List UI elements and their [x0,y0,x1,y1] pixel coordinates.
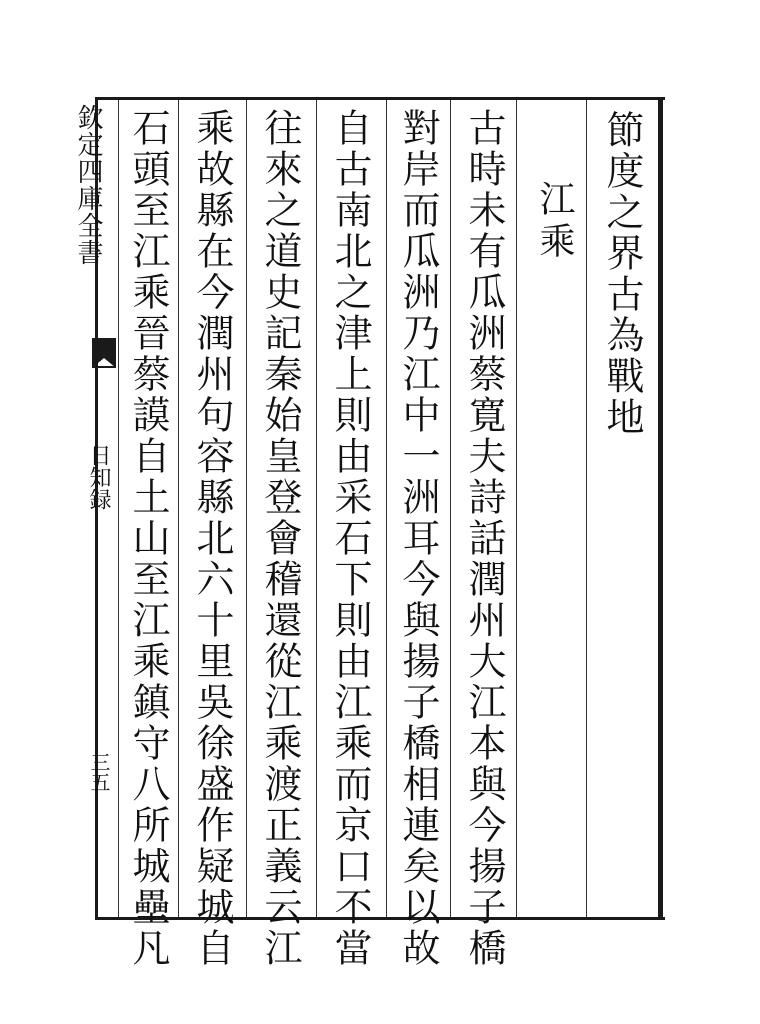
column-divider [316,100,317,917]
fish-tail-mark [92,338,116,358]
column-divider [586,100,587,917]
frame-border-top [95,97,665,100]
text-column-6: 往來之道史記秦始皇登會稽還從江乘渡正義云江 [258,108,302,969]
text-column-7: 乘故縣在今潤州句容縣北六十里吳徐盛作疑城自 [190,108,234,969]
text-column-5: 自古南北之津上則由采石下則由江乘而京口不當 [328,108,372,969]
margin-book-title: 日知録 [86,444,111,510]
column-divider [450,100,451,917]
section-heading: 江乘 [534,180,575,264]
text-column-3: 古時未有瓜洲蔡寛夫詩話潤州大江本與今揚子橋 [462,108,506,969]
margin-page-number: 三五 [87,752,111,792]
column-divider [178,100,179,917]
text-column-4: 對岸而瓜洲乃江中一洲耳今與揚子橋相連矣以故 [396,108,440,969]
frame-border-bottom [95,917,665,920]
column-divider [516,100,517,917]
text-column-1: 節度之界古為戰地 [600,110,644,438]
frame-border-right [658,97,663,920]
column-divider [246,100,247,917]
column-divider [386,100,387,917]
fish-tail-rule [92,366,116,368]
text-column-8: 石頭至江乘晉蔡謨自土山至江乘鎮守八所城壘凡 [126,108,170,969]
margin-collection-title: 欽定四庫全書 [73,104,103,266]
column-divider [118,100,119,917]
